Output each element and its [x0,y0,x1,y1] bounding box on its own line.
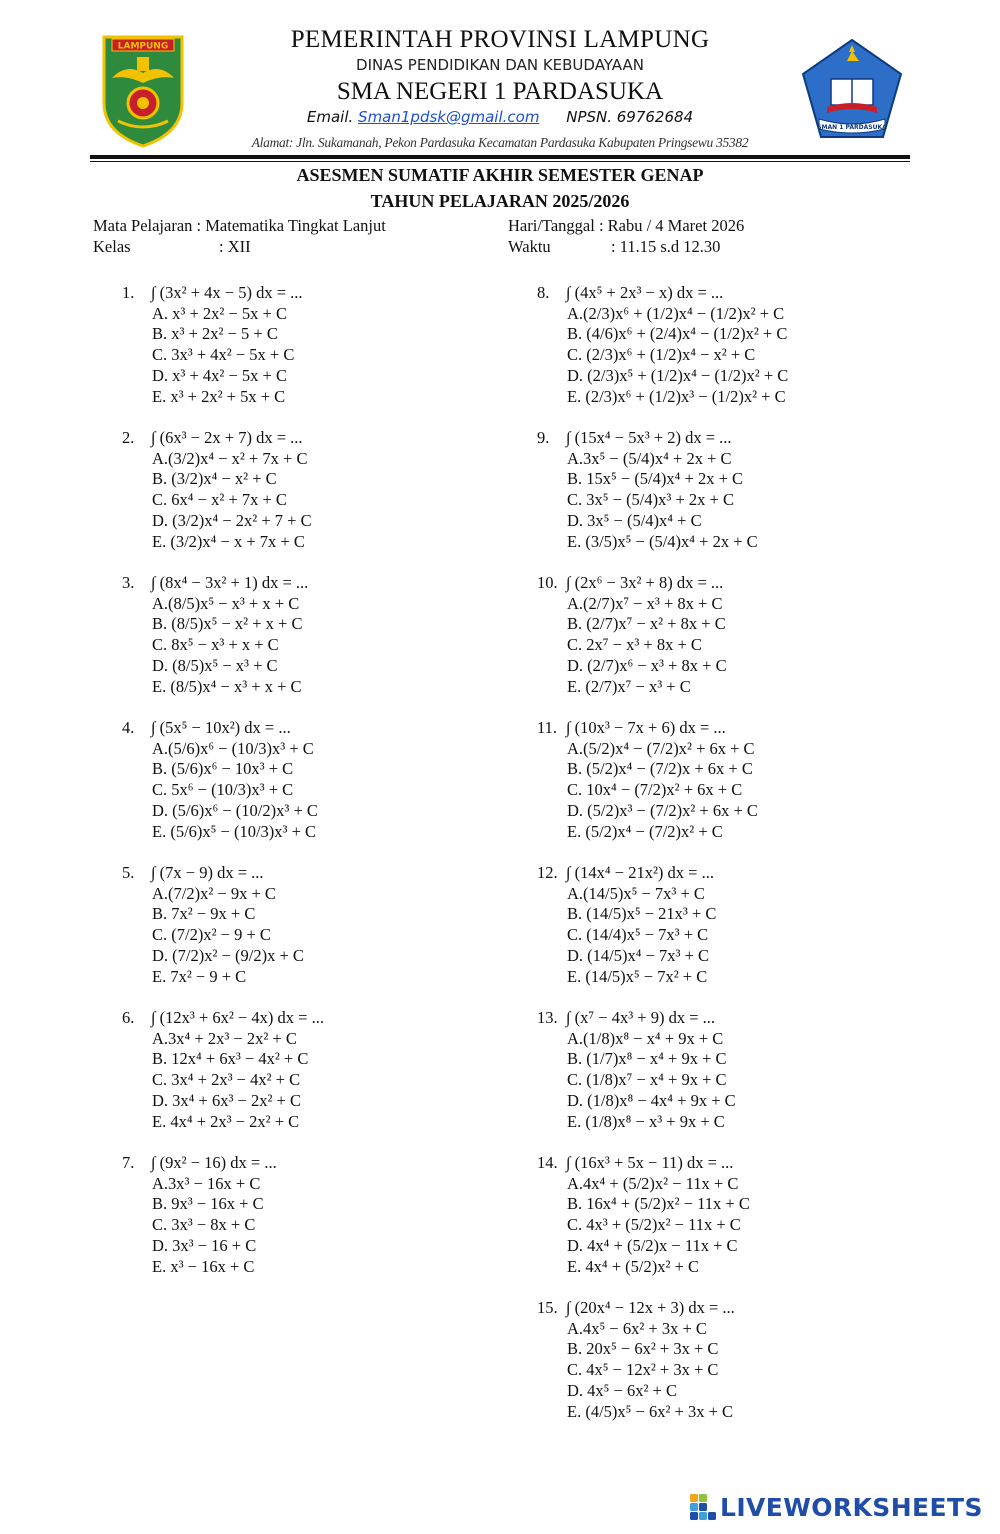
class-value: : XII [219,237,251,256]
option-e[interactable]: E. 4x⁴ + 2x³ − 2x² + C [152,1111,300,1131]
option-d[interactable]: D. (14/5)x⁴ − 7x³ + C [567,945,710,965]
option-b[interactable]: B. (8/5)x⁵ − x² + x + C [152,614,303,634]
option-c[interactable]: C. 10x⁴ − (7/2)x² + 6x + C [567,780,743,800]
option-e[interactable]: E. (8/5)x⁴ − x³ + x + C [152,676,302,696]
option-d[interactable]: D. (7/2)x² − (9/2)x + C [152,945,304,965]
option-b[interactable]: B. (5/6)x⁶ − 10x³ + C [152,759,294,779]
question-number: 12. [537,863,558,882]
option-a[interactable]: A. x³ + 2x² − 5x + C [152,303,287,323]
time-line [508,237,720,257]
option-e[interactable]: E. (1/8)x⁸ − x³ + 9x + C [567,1111,725,1131]
option-d[interactable]: D. (5/2)x³ − (7/2)x² + 6x + C [567,800,758,820]
option-b[interactable]: B. (4/6)x⁶ + (2/4)x⁴ − (1/2)x² + C [567,324,788,344]
school-crest-label: SMAN 1 PARDASUKA [817,124,887,131]
letterhead-government: PEMERINTAH PROVINSI LAMPUNG [290,26,710,53]
question-13 [537,1008,957,1153]
option-d[interactable]: D. (3/2)x⁴ − 2x² + 7 + C [152,510,312,530]
option-d[interactable]: D. 3x³ − 16 + C [152,1235,257,1255]
crest-label: LAMPUNG [117,41,169,52]
letterhead-address: Alamat: Jln. Sukamanah, Pekon Pardasuka Kecamatan Pardasuka Kabupaten Pringsewu 35382 [251,135,749,150]
question-number: 4. [122,718,135,737]
option-b[interactable]: B. x³ + 2x² − 5 + C [152,324,278,344]
question-4 [122,718,502,863]
question-number: 3. [122,573,135,592]
option-a[interactable]: A.4x⁵ − 6x² + 3x + C [567,1318,707,1338]
question-stem: ∫ (12x³ + 6x² − 4x) dx = ... [151,1008,324,1027]
option-d[interactable]: D. (8/5)x⁵ − x³ + C [152,655,278,675]
question-number: 5. [122,863,135,882]
option-c[interactable]: C. 3x⁴ + 2x³ − 4x² + C [152,1070,301,1090]
option-e[interactable]: E. (4/5)x⁵ − 6x² + 3x + C [567,1401,734,1421]
option-d[interactable]: D. 3x⁵ − (5/4)x⁴ + C [567,510,702,530]
option-a[interactable]: A.(2/7)x⁷ − x³ + 8x + C [567,593,723,613]
question-number: 13. [537,1008,558,1027]
subject-value: : Matematika Tingkat Lanjut [196,216,386,235]
question-15 [537,1298,957,1443]
question-number: 8. [537,283,550,302]
email-link[interactable]: Sman1pdsk@gmail.com [358,108,540,126]
option-a[interactable]: A.(14/5)x⁵ − 7x³ + C [567,883,705,903]
option-a[interactable]: A.(3/2)x⁴ − x² + 7x + C [152,448,308,468]
subject-label: Mata Pelajaran [93,216,193,235]
option-a[interactable]: A.(2/3)x⁶ + (1/2)x⁴ − (1/2)x² + C [567,303,785,323]
question-3 [122,573,502,718]
question-stem: ∫ (x⁷ − 4x³ + 9) dx = ... [566,1008,715,1027]
option-e[interactable]: E. (3/2)x⁴ − x + 7x + C [152,531,305,551]
option-d[interactable]: D. 3x⁴ + 6x³ − 2x² + C [152,1090,301,1110]
question-stem: ∫ (8x⁴ − 3x² + 1) dx = ... [151,573,309,592]
option-c[interactable]: C. 5x⁶ − (10/3)x³ + C [152,780,294,800]
question-1 [122,283,502,428]
option-b[interactable]: B. 20x⁵ − 6x² + 3x + C [567,1339,719,1359]
option-a[interactable]: A.(8/5)x⁵ − x³ + x + C [152,593,300,613]
option-d[interactable]: D. (2/3)x⁵ + (1/2)x⁴ − (1/2)x² + C [567,365,789,385]
option-e[interactable]: E. 4x⁴ + (5/2)x² + C [567,1256,699,1276]
option-e[interactable]: E. (5/2)x⁴ − (7/2)x² + C [567,821,723,841]
option-a[interactable]: A.3x⁴ + 2x³ − 2x² + C [152,1028,297,1048]
option-c[interactable]: C. 6x⁴ − x² + 7x + C [152,490,287,510]
time-value: : 11.15 s.d 12.30 [611,237,721,256]
option-e[interactable]: E. x³ + 2x² + 5x + C [152,386,286,406]
class-label: Kelas [93,237,131,256]
school-crest-icon [797,37,907,145]
option-d[interactable]: D. x³ + 4x² − 5x + C [152,365,287,385]
option-d[interactable]: D. (1/8)x⁸ − 4x⁴ + 9x + C [567,1090,736,1110]
question-12 [537,863,957,1008]
question-2 [122,428,502,573]
option-c[interactable]: C. 2x⁷ − x³ + 8x + C [567,635,702,655]
question-6 [122,1008,502,1153]
letterhead-department: DINAS PENDIDIKAN DAN KEBUDAYAAN [356,56,644,74]
time-label: Waktu [508,237,551,256]
option-c[interactable]: C. (14/4)x⁵ − 7x³ + C [567,925,709,945]
question-stem: ∫ (14x⁴ − 21x²) dx = ... [566,863,714,882]
option-c[interactable]: C. 4x³ + (5/2)x² − 11x + C [567,1215,741,1235]
question-stem: ∫ (6x³ − 2x + 7) dx = ... [151,428,303,447]
questions-right-column [537,283,957,1443]
question-number: 1. [122,283,135,302]
option-b[interactable]: B. 12x⁴ + 6x³ − 4x² + C [152,1049,309,1069]
question-number: 2. [122,428,135,447]
option-e[interactable]: E. (2/7)x⁷ − x³ + C [567,676,691,696]
option-c[interactable]: C. 4x⁵ − 12x² + 3x + C [567,1360,719,1380]
option-e[interactable]: E. (14/5)x⁵ − 7x² + C [567,966,708,986]
option-a[interactable]: A.3x³ − 16x + C [152,1173,261,1193]
option-e[interactable]: E. x³ − 16x + C [152,1256,255,1276]
question-stem: ∫ (16x³ + 5x − 11) dx = ... [566,1153,734,1172]
option-a[interactable]: A.3x⁵ − (5/4)x⁴ + 2x + C [567,448,732,468]
question-stem: ∫ (10x³ − 7x + 6) dx = ... [566,718,726,737]
email-label: Email. [306,108,354,126]
option-a[interactable]: A.(5/2)x⁴ − (7/2)x² + 6x + C [567,738,755,758]
question-stem: ∫ (2x⁶ − 3x² + 8) dx = ... [566,573,724,592]
questions-left-column [122,283,502,1298]
question-number: 14. [537,1153,558,1172]
letterhead-school-name: SMA NEGERI 1 PARDASUKA [336,78,664,105]
question-9 [537,428,957,573]
subject-line [93,216,386,236]
lampung-crest-icon [100,33,186,149]
question-stem: ∫ (15x⁴ − 5x³ + 2) dx = ... [566,428,732,447]
option-b[interactable]: B. (5/2)x⁴ − (7/2)x + 6x + C [567,759,753,779]
question-8 [537,283,957,428]
header-divider-thin [90,161,910,162]
exam-title: ASESMEN SUMATIF AKHIR SEMESTER GENAP [296,165,704,185]
option-b[interactable]: B. 7x² − 9x + C [152,904,256,924]
question-number: 10. [537,573,558,592]
option-e[interactable]: E. (2/3)x⁶ + (1/2)x³ − (1/2)x² + C [567,386,786,406]
option-c[interactable]: C. 3x⁵ − (5/4)x³ + 2x + C [567,490,734,510]
npsn: NPSN. 69762684 [566,108,694,126]
question-stem: ∫ (20x⁴ − 12x + 3) dx = ... [566,1298,735,1317]
option-b[interactable]: B. (1/7)x⁸ − x⁴ + 9x + C [567,1049,727,1069]
option-a[interactable]: A.4x⁴ + (5/2)x² − 11x + C [567,1173,739,1193]
question-stem: ∫ (3x² + 4x − 5) dx = ... [151,283,303,302]
question-stem: ∫ (7x − 9) dx = ... [151,863,264,882]
question-5 [122,863,502,1008]
option-c[interactable]: C. (7/2)x² − 9 + C [152,925,271,945]
option-d[interactable]: D. (5/6)x⁶ − (10/2)x³ + C [152,800,318,820]
option-a[interactable]: A.(7/2)x² − 9x + C [152,883,276,903]
date-label: Hari/Tanggal [508,216,595,235]
option-a[interactable]: A.(1/8)x⁸ − x⁴ + 9x + C [567,1028,724,1048]
exam-year: TAHUN PELAJARAN 2025/2026 [370,191,630,211]
option-c[interactable]: C. 3x³ − 8x + C [152,1215,256,1235]
option-e[interactable]: E. (3/5)x⁵ − (5/4)x⁴ + 2x + C [567,531,758,551]
option-d[interactable]: D. 4x⁴ + (5/2)x − 11x + C [567,1235,738,1255]
option-e[interactable]: E. (5/6)x⁵ − (10/3)x³ + C [152,821,317,841]
question-7 [122,1153,502,1298]
question-10 [537,573,957,718]
letterhead-contact [230,108,770,126]
option-a[interactable]: A.(5/6)x⁶ − (10/3)x³ + C [152,738,314,758]
date-line [508,216,744,236]
option-d[interactable]: D. 4x⁵ − 6x² + C [567,1380,677,1400]
question-number: 7. [122,1153,135,1172]
header-divider [90,155,910,159]
option-c[interactable]: C. (1/8)x⁷ − x⁴ + 9x + C [567,1070,727,1090]
option-e[interactable]: E. 7x² − 9 + C [152,966,247,986]
option-c[interactable]: C. (2/3)x⁶ + (1/2)x⁴ − x² + C [567,345,756,365]
option-d[interactable]: D. (2/7)x⁶ − x³ + 8x + C [567,655,727,675]
liveworksheets-logo-icon [689,1493,717,1521]
option-b[interactable]: B. 15x⁵ − (5/4)x⁴ + 2x + C [567,469,744,489]
liveworksheets-footer[interactable] [689,1492,989,1522]
question-stem: ∫ (9x² − 16) dx = ... [151,1153,277,1172]
question-number: 6. [122,1008,135,1027]
question-number: 11. [537,718,558,737]
question-11 [537,718,957,863]
question-14 [537,1153,957,1298]
option-b[interactable]: B. 16x⁴ + (5/2)x² − 11x + C [567,1194,750,1214]
question-number: 9. [537,428,550,447]
option-b[interactable]: B. (14/5)x⁵ − 21x³ + C [567,904,717,924]
class-line [93,237,251,257]
option-b[interactable]: B. 9x³ − 16x + C [152,1194,264,1214]
option-c[interactable]: C. 8x⁵ − x³ + x + C [152,635,279,655]
date-value: : Rabu / 4 Maret 2026 [598,216,745,235]
question-stem: ∫ (4x⁵ + 2x³ − x) dx = ... [566,283,724,302]
option-b[interactable]: B. (2/7)x⁷ − x² + 8x + C [567,614,726,634]
liveworksheets-brand: LIVEWORKSHEETS [720,1492,983,1522]
question-number: 15. [537,1298,558,1317]
question-stem: ∫ (5x⁵ − 10x²) dx = ... [151,718,291,737]
option-b[interactable]: B. (3/2)x⁴ − x² + C [152,469,277,489]
option-c[interactable]: C. 3x³ + 4x² − 5x + C [152,345,295,365]
